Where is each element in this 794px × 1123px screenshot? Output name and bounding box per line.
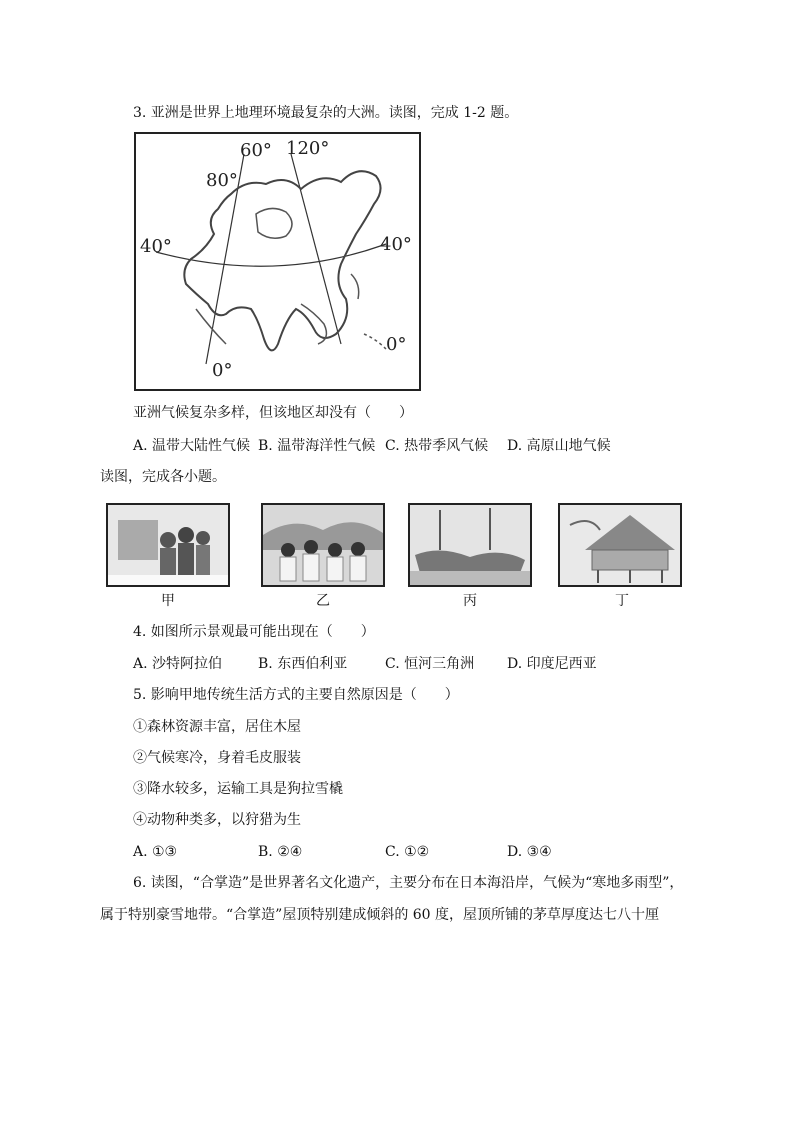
q3-option-a: A. 温带大陆性气候 (133, 438, 251, 454)
q5-item-1: ①森林资源丰富，居住木屋 (133, 719, 301, 735)
photo-label-yi: 乙 (316, 593, 330, 609)
q5-item-2: ②气候寒冷，身着毛皮服装 (133, 750, 301, 766)
map-label-lon120: 120° (286, 138, 330, 159)
asia-map (134, 132, 421, 391)
map-label-lat40-right: 40° (380, 234, 412, 255)
q3-sub-stem: 亚洲气候复杂多样，但该地区却没有（ ） (133, 405, 413, 421)
q5-option-b: B. ②④ (258, 844, 303, 860)
q4-option-d: D. 印度尼西亚 (507, 656, 597, 672)
photo-yi (261, 503, 385, 587)
photo-ding (558, 503, 682, 587)
read-prompt: 读图，完成各小题。 (100, 469, 226, 485)
asia-map-drawing (136, 134, 419, 389)
q4-stem: 4. 如图所示景观最可能出现在（ ） (133, 624, 375, 640)
photo-jia (106, 503, 230, 587)
q5-stem: 5. 影响甲地传统生活方式的主要自然原因是（ ） (133, 687, 459, 703)
map-label-lat40-left: 40° (140, 236, 172, 257)
q6-line-1: 6. 读图，“合掌造”是世界著名文化遗产，主要分布在日本海沿岸，气候为“寒地多雨型”， (133, 875, 684, 891)
map-label-lon80: 80° (206, 170, 238, 191)
map-label-lon60: 60° (240, 140, 272, 161)
photo-label-jia: 甲 (161, 593, 175, 609)
q3-stem: 3. 亚洲是世界上地理环境最复杂的大洲。读图，完成 1-2 题。 (133, 105, 519, 121)
q6-line-2: 属于特别豪雪地带。“合掌造”屋顶特别建成倾斜的 60 度，屋顶所铺的茅草厚度达七八十厘 (100, 907, 660, 923)
q3-option-c: C. 热带季风气候 (385, 438, 489, 454)
q3-option-b: B. 温带海洋性气候 (258, 438, 376, 454)
q5-option-c: C. ①② (385, 844, 430, 860)
photo-label-bing: 丙 (463, 593, 477, 609)
q4-option-c: C. 恒河三角洲 (385, 656, 475, 672)
map-label-lat0-bottom: 0° (212, 360, 233, 381)
q5-option-d: D. ③④ (507, 844, 552, 860)
q3-option-d: D. 高原山地气候 (507, 438, 611, 454)
q5-item-4: ④动物种类多，以狩猎为生 (133, 812, 301, 828)
q4-option-b: B. 东西伯利亚 (258, 656, 348, 672)
q4-option-a: A. 沙特阿拉伯 (133, 656, 223, 672)
map-label-lat0-right: 0° (386, 334, 407, 355)
photo-label-ding: 丁 (615, 593, 629, 609)
photo-bing (408, 503, 532, 587)
q5-option-a: A. ①③ (133, 844, 178, 860)
q5-item-3: ③降水较多，运输工具是狗拉雪橇 (133, 781, 343, 797)
